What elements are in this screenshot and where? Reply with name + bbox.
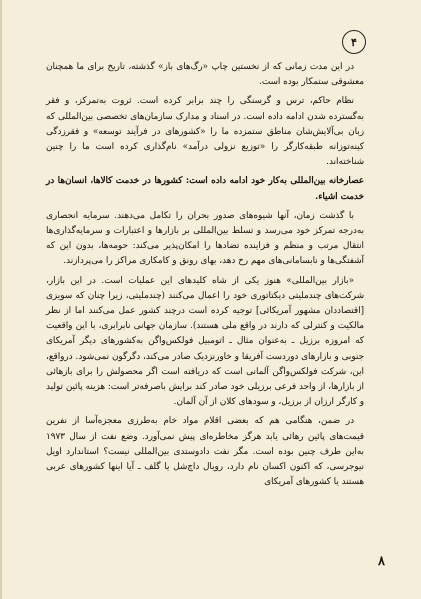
paragraph: نظام حاکم، ترس و گرسنگی را چند برابر کرده است. ثروت به‌تمرکز، و فقر به‌گسترده شدن ادامه داده است. در اسناد و مدارک سازمان‌های تخصصی بین‌المللی که زبان بی‌آلایش‌شان مناطق ستمزده ما را «کشورهای در فرآیند توسعه» و فقرزدگی کینه‌توزانه طبقه‌کارگر را «توزیع نزولی درآمد» نام‌گذاری کرده است ما را چنین شناخته‌اند. <box>46 96 364 168</box>
body-text <box>46 60 364 494</box>
paragraph: در این مدت زمانی که از نخستین چاپ «رگ‌های باز» گذشته، تاریخ برای ما همچنان معشوقی ستمکار بوده است. <box>46 62 364 88</box>
highlighted-paragraph: عصارخانه بین‌المللی به‌کار خود ادامه داده است: کشورها در خدمت کالاها، انسان‌ها در خدمت اشیاء. <box>46 176 364 202</box>
page-number-badge: ۴ <box>342 30 366 54</box>
paragraph: در ضمن، هنگامی هم که بعضی اقلام مواد خام به‌طرزی معجزه‌آسا از نفرین قیمت‌های پائین رهائی یابد هرگز مخاطره‌ای پیش نمی‌آورد. وضع نفت از سال ۱۹۷۳ به‌این طرف چنین بوده است. مگر نفت دادوستدی بین‌المللی نیست؟ استاندارد اویل نیوجرسی، که اکنون اکسان نام دارد، رویال داچ‌شل یا گلف ـ آیا اینها کشورهای عربی هستند یا کشورهای آمریکای <box>46 416 364 488</box>
paragraph: «بازار بین‌المللی» هنوز یکی از شاه کلیدهای این عملیات است. در این بازار، شرکت‌های چندملیتی دیکتاتوری خود را اعمال می‌کنند (چندملیتی، زیرا چنان که سویزی [اقتصاددان مشهور آمریکائی] توجیه کرده است درچند کشور عمل می‌کنند اما از نظر مالکیت و کنترلی که دارند در واقع ملی هستند). سازمان جهانی نابرابری، با این واقعیت که امروزه برزیل ـ به‌عنوان مثال ـ اتومبیل فولکس‌واگن به‌کشورهای دیگر آمریکای جنوبی و بازارهای دوردست آفریقا و خاورنزدیک صادر می‌کند، دگرگون نمی‌شود. درواقع، این، شرکت فولکس‌واگن آلمانی است که دریافته است اگر محصولش را برای بازهائی از بازارها، از واحد فرعی برزیلی خود صادر کند برایش باصرفه‌تر است: هزینه پائین تولید و کارگر ارزان از برزیل، و سودهای کلان از آن آلمان. <box>46 275 364 408</box>
page-number: ۸ <box>378 554 385 569</box>
paragraph: با گذشت زمان، آنها شیوه‌های صدور بحران را تکامل می‌دهند. سرمایه انحصاری به‌درجه تمرکز خود می‌رسد و تسلط بین‌المللی بر بازارها و اعتبارات و سرمایه‌گذاری‌ها انتقال مرتب و منظم و فزاینده تضادها را امکان‌پذیر می‌کند: حومه‌ها، بدون این که آشفتگی‌ها و نابسامانی‌های مهم رخ دهد، بهای رونق و کامکاری مراکز را می‌پردازند. <box>46 210 364 267</box>
